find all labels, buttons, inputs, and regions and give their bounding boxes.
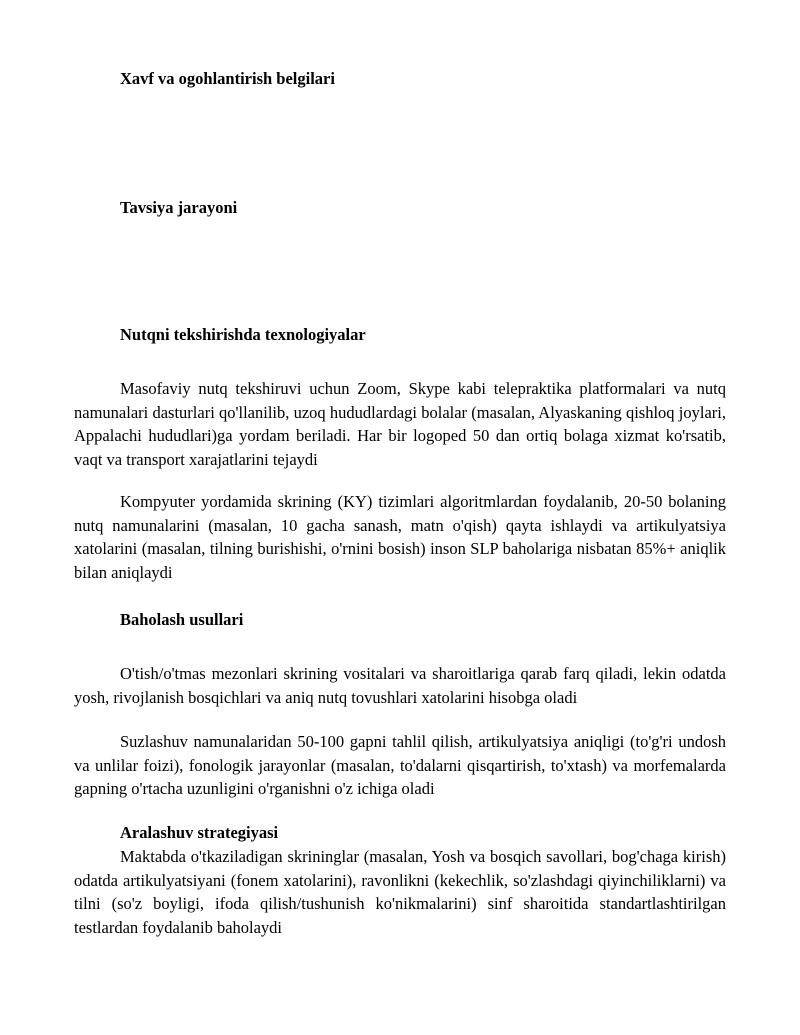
paragraph-school-screening: Maktabda o'tkaziladigan skrininglаr (masalan, Yosh va bosqich savollari, bog'chaga kirish) odatda artikulyatsiyani (fonem xatolarini), ravonlikni (kekechlik, so'zlashdagi qiyinchiliklarni) va tilni (so'z boyligi, ifoda qilish/tushunish ko'nikmalarini) sinf sharoitida standartlashtirilgan testlardan foydalanib baholaydi: [74, 847, 726, 937]
paragraph-conversation-samples: Suzlashuv namunalaridan 50-100 gapni tahlil qilish, artikulyatsiya aniqligi (to'g'ri undosh va unlilar foizi), fonologik jarayonlar (masalan, to'dalarni qisqartirish, to'xtash) va morfemalarda gapning o'rtacha uzunligini o'rganishni o'z ichiga oladi: [74, 732, 726, 798]
paragraph-pass-fail-criteria: O'tish/o'tmas mezonlari skrining vositalari va sharoitlariga qarab farq qiladi, lekin odatda yosh, rivojlanish bosqichlari va aniq nutq tovushlari xatolarini hisobga oladi: [74, 664, 726, 707]
heading-risk-signs: Xavf va ogohlantirish belgilari: [120, 69, 335, 88]
paragraph-telepractice: Masofaviy nutq tekshiruvi uchun Zoom, Skype kabi telepraktika platformalari va nutq namunalari dasturlari qo'llanilib, uzoq hududlardagi bolalar (masalan, Alyaskaning qishloq joylari, Appalachi hududlari)ga yordam beriladi. Har bir logoped 50 dan ortiq bolaga xizmat ko'rsatib, vaqt va transport xarajatlarini tejaydi: [74, 379, 726, 469]
heading-referral-process: Tavsiya jarayoni: [120, 198, 238, 217]
heading-screening-technologies: Nutqni tekshirishda texnologiyalar: [120, 325, 366, 344]
paragraph-computer-screening: Kompyuter yordamida skrining (KY) tizimlari algoritmlardan foydalanib, 20-50 bolaning nutq namunalarini (masalan, 10 gacha sanash, matn o'qish) qayta ishlaydi va artikulyatsiya xatolarini (masalan, tilning burishishi, o'rnini bosish) inson SLP baholariga nisbatan 85%+ aniqlik bilan aniqlaydi: [74, 492, 726, 582]
heading-assessment-methods: Baholash usullari: [120, 610, 244, 629]
heading-intervention-strategy: Aralashuv strategiyasi: [120, 823, 279, 842]
